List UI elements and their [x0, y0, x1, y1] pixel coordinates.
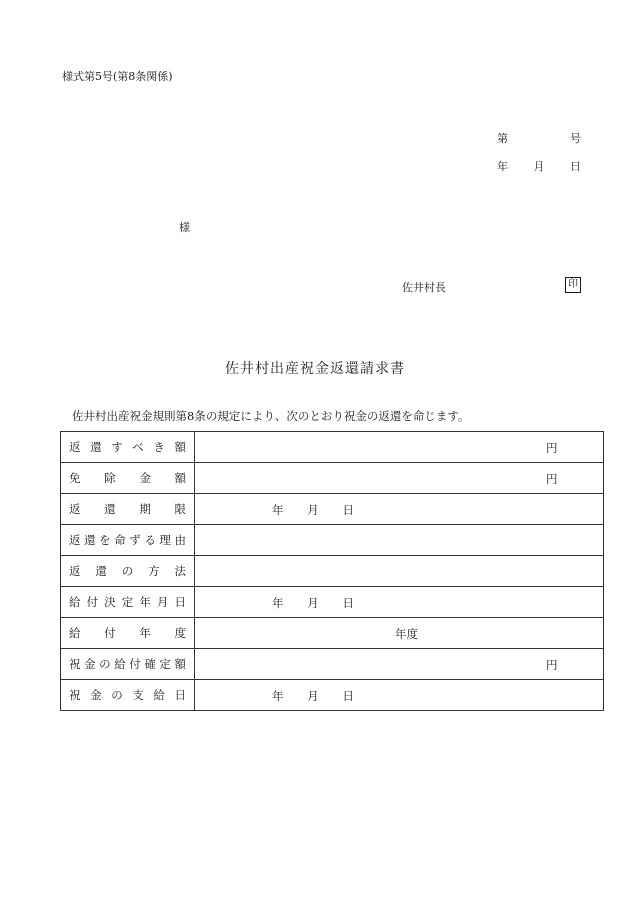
yen-unit: 円: [546, 441, 558, 455]
yen-unit: 円: [546, 472, 558, 486]
payment-fiscal-year-field[interactable]: [195, 618, 604, 649]
month-unit: 月: [307, 596, 319, 610]
table-row: [61, 680, 604, 711]
issue-date-line: [497, 158, 581, 174]
table-row: [61, 587, 604, 618]
table-row: [61, 463, 604, 494]
grant-payment-date-field[interactable]: [195, 680, 604, 711]
year-unit: 年: [272, 596, 284, 610]
year-unit: 年: [272, 689, 284, 703]
refund-deadline-field[interactable]: [195, 494, 604, 525]
yen-unit: 円: [546, 658, 558, 672]
table-row: [61, 556, 604, 587]
document-title: 佐井村出産祝金返還請求書: [225, 361, 405, 377]
table-row: [61, 618, 604, 649]
document-number-line: [497, 130, 581, 146]
issue-year-unit: 年: [497, 160, 508, 173]
row-label: 返 還 期 限: [61, 494, 195, 525]
row-label: 祝 金 の 給 付 確 定 額: [61, 649, 195, 680]
row-label: 返 還 を 命 ず る 理 由: [61, 525, 195, 556]
year-unit: 年: [272, 503, 284, 517]
day-unit: 日: [342, 503, 354, 517]
confirmed-grant-amount-field[interactable]: [195, 649, 604, 680]
row-label: 給 付 決 定 年 月 日: [61, 587, 195, 618]
table-row: [61, 525, 604, 556]
table-row: [61, 432, 604, 463]
row-label: 祝 金 の 支 給 日: [61, 680, 195, 711]
row-label: 給 付 年 度: [61, 618, 195, 649]
addressee-suffix: 様: [179, 221, 190, 234]
month-unit: 月: [307, 503, 319, 517]
fiscal-year-unit: 年度: [395, 627, 418, 641]
day-unit: 日: [342, 689, 354, 703]
issue-month-unit: 月: [533, 160, 545, 173]
row-label: 免 除 金 額: [61, 463, 195, 494]
payment-decision-date-field[interactable]: [195, 587, 604, 618]
table-row: [61, 494, 604, 525]
intro-text: 佐井村出産祝金規則第8条の規定により、次のとおり祝金の返還を命じます。: [72, 409, 470, 423]
refund-details-table: [60, 431, 604, 711]
table-row: [61, 649, 604, 680]
form-number-label: 様式第5号(第8条関係): [62, 70, 173, 83]
refund-amount-field[interactable]: [195, 432, 604, 463]
row-label: 返 還 す べ き 額: [61, 432, 195, 463]
number-prefix: 第: [497, 132, 508, 145]
seal-stamp: 印: [565, 277, 581, 293]
row-label: 返 還 の 方 法: [61, 556, 195, 587]
exemption-amount-field[interactable]: [195, 463, 604, 494]
refund-method-field[interactable]: [195, 556, 604, 587]
number-suffix: 号: [570, 132, 581, 145]
issuer-name: 佐井村長: [402, 281, 446, 294]
day-unit: 日: [342, 596, 354, 610]
issue-day-unit: 日: [570, 160, 581, 173]
refund-reason-field[interactable]: [195, 525, 604, 556]
month-unit: 月: [307, 689, 319, 703]
